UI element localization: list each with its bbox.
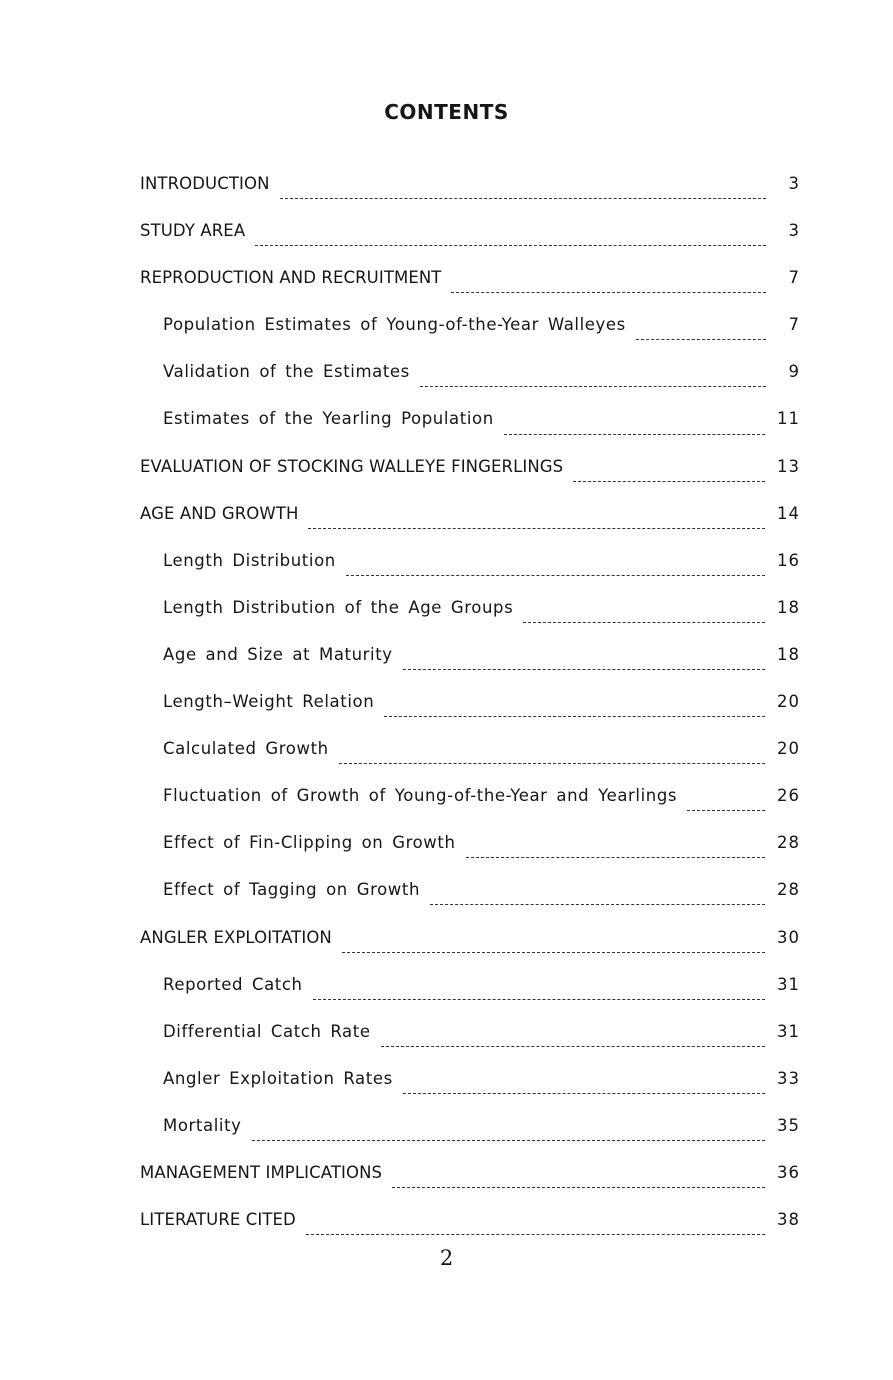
dot-leader — [252, 1140, 766, 1141]
toc-entry-label: Estimates of the Yearling Population — [163, 409, 494, 429]
toc-entry — [140, 733, 800, 780]
toc-entry-label: EVALUATION OF STOCKING WALLEYE FINGERLINGS — [140, 456, 564, 476]
dot-leader — [306, 1234, 765, 1235]
toc-entry — [140, 498, 800, 545]
toc-entry — [140, 403, 800, 450]
toc-entry-page-number: 18 — [777, 597, 800, 617]
toc-entry — [140, 168, 800, 215]
toc-entry — [140, 1016, 800, 1063]
dot-leader — [687, 810, 765, 811]
toc-entry-page-number: 28 — [777, 833, 800, 853]
dot-leader — [280, 198, 766, 199]
dot-leader — [523, 622, 765, 623]
toc-entry-label: Angler Exploitation Rates — [163, 1068, 393, 1088]
toc-entry-label: Length Distribution of the Age Groups — [163, 597, 514, 617]
toc-entry — [140, 309, 800, 356]
dot-leader — [308, 528, 765, 529]
toc-entry — [140, 686, 800, 733]
toc-entry-page-number: 36 — [777, 1162, 800, 1182]
toc-entry — [140, 262, 800, 309]
dot-leader — [451, 292, 766, 293]
toc-entry-page-number: 13 — [777, 456, 800, 476]
toc-entry — [140, 922, 800, 969]
toc-entry-page-number: 26 — [777, 786, 800, 806]
toc-entry — [140, 969, 800, 1016]
dot-leader — [346, 575, 765, 576]
dot-leader — [504, 434, 765, 435]
toc-entry-label: Fluctuation of Growth of Young-of-the-Year and Yearlings — [163, 786, 678, 806]
dot-leader — [381, 1046, 765, 1047]
toc-entry-page-number: 28 — [777, 880, 800, 900]
toc-entry-page-number: 31 — [777, 1021, 800, 1041]
toc-entry — [140, 780, 800, 827]
toc-entry-page-number: 30 — [777, 927, 800, 947]
toc-entry-page-number: 9 — [788, 362, 800, 382]
toc-entry — [140, 215, 800, 262]
toc-entry — [140, 1157, 800, 1204]
toc-entry — [140, 545, 800, 592]
toc-entry-page-number: 3 — [788, 174, 800, 193]
toc-entry — [140, 1204, 800, 1251]
toc-entry-label: INTRODUCTION — [140, 174, 270, 193]
dot-leader — [403, 1093, 765, 1094]
dot-leader — [255, 245, 766, 246]
toc-entry-label: Length Distribution — [163, 550, 336, 570]
toc-entry-label: Population Estimates of Young-of-the-Year Walleyes — [163, 315, 626, 335]
toc-entry-label: Age and Size at Maturity — [163, 644, 393, 664]
toc-entry — [140, 874, 800, 921]
toc-entry-page-number: 38 — [777, 1210, 800, 1230]
dot-leader — [313, 999, 765, 1000]
dot-leader — [403, 669, 765, 670]
toc-entry-label: Validation of the Estimates — [163, 362, 410, 382]
toc-entry — [140, 356, 800, 403]
dot-leader — [420, 386, 766, 387]
toc-entry-page-number: 7 — [788, 315, 800, 335]
dot-leader — [339, 763, 765, 764]
toc-entry-label: REPRODUCTION AND RECRUITMENT — [140, 268, 442, 288]
page-title: CONTENTS — [384, 100, 509, 124]
dot-leader — [384, 716, 765, 717]
toc-entry-label: Mortality — [163, 1115, 242, 1135]
dot-leader — [636, 339, 766, 340]
toc-entry — [140, 639, 800, 686]
toc-entry-page-number: 35 — [777, 1115, 800, 1135]
toc-entry — [140, 827, 800, 874]
toc-entry-label: Effect of Fin-Clipping on Growth — [163, 833, 456, 853]
toc-entry-label: ANGLER EXPLOITATION — [140, 927, 332, 947]
dot-leader — [342, 952, 765, 953]
table-of-contents — [140, 168, 800, 1251]
dot-leader — [573, 481, 765, 482]
toc-entry-label: MANAGEMENT IMPLICATIONS — [140, 1162, 383, 1182]
toc-entry-label: Differential Catch Rate — [163, 1021, 371, 1041]
toc-entry-page-number: 20 — [777, 692, 800, 712]
toc-entry-page-number: 11 — [777, 409, 800, 429]
toc-entry-page-number: 14 — [777, 503, 800, 523]
dot-leader — [392, 1187, 765, 1188]
toc-entry-label: Reported Catch — [163, 974, 303, 994]
dot-leader — [430, 904, 765, 905]
toc-entry-page-number: 3 — [788, 221, 800, 241]
toc-entry-page-number: 31 — [777, 974, 800, 994]
toc-entry-page-number: 7 — [788, 268, 800, 288]
page-number: 2 — [439, 1246, 454, 1270]
toc-entry — [140, 451, 800, 498]
toc-entry-label: Length–Weight Relation — [163, 692, 375, 712]
dot-leader — [466, 857, 765, 858]
toc-entry — [140, 592, 800, 639]
toc-entry-label: Effect of Tagging on Growth — [163, 880, 421, 900]
toc-entry-page-number: 33 — [777, 1068, 800, 1088]
toc-entry-label: AGE AND GROWTH — [140, 503, 299, 523]
toc-entry-page-number: 16 — [777, 550, 800, 570]
toc-entry-label: LITERATURE CITED — [140, 1210, 296, 1230]
toc-entry — [140, 1110, 800, 1157]
toc-entry-label: STUDY AREA — [140, 221, 246, 241]
toc-entry-page-number: 20 — [777, 739, 800, 759]
toc-entry — [140, 1063, 800, 1110]
toc-entry-page-number: 18 — [777, 644, 800, 664]
toc-entry-label: Calculated Growth — [163, 739, 329, 759]
